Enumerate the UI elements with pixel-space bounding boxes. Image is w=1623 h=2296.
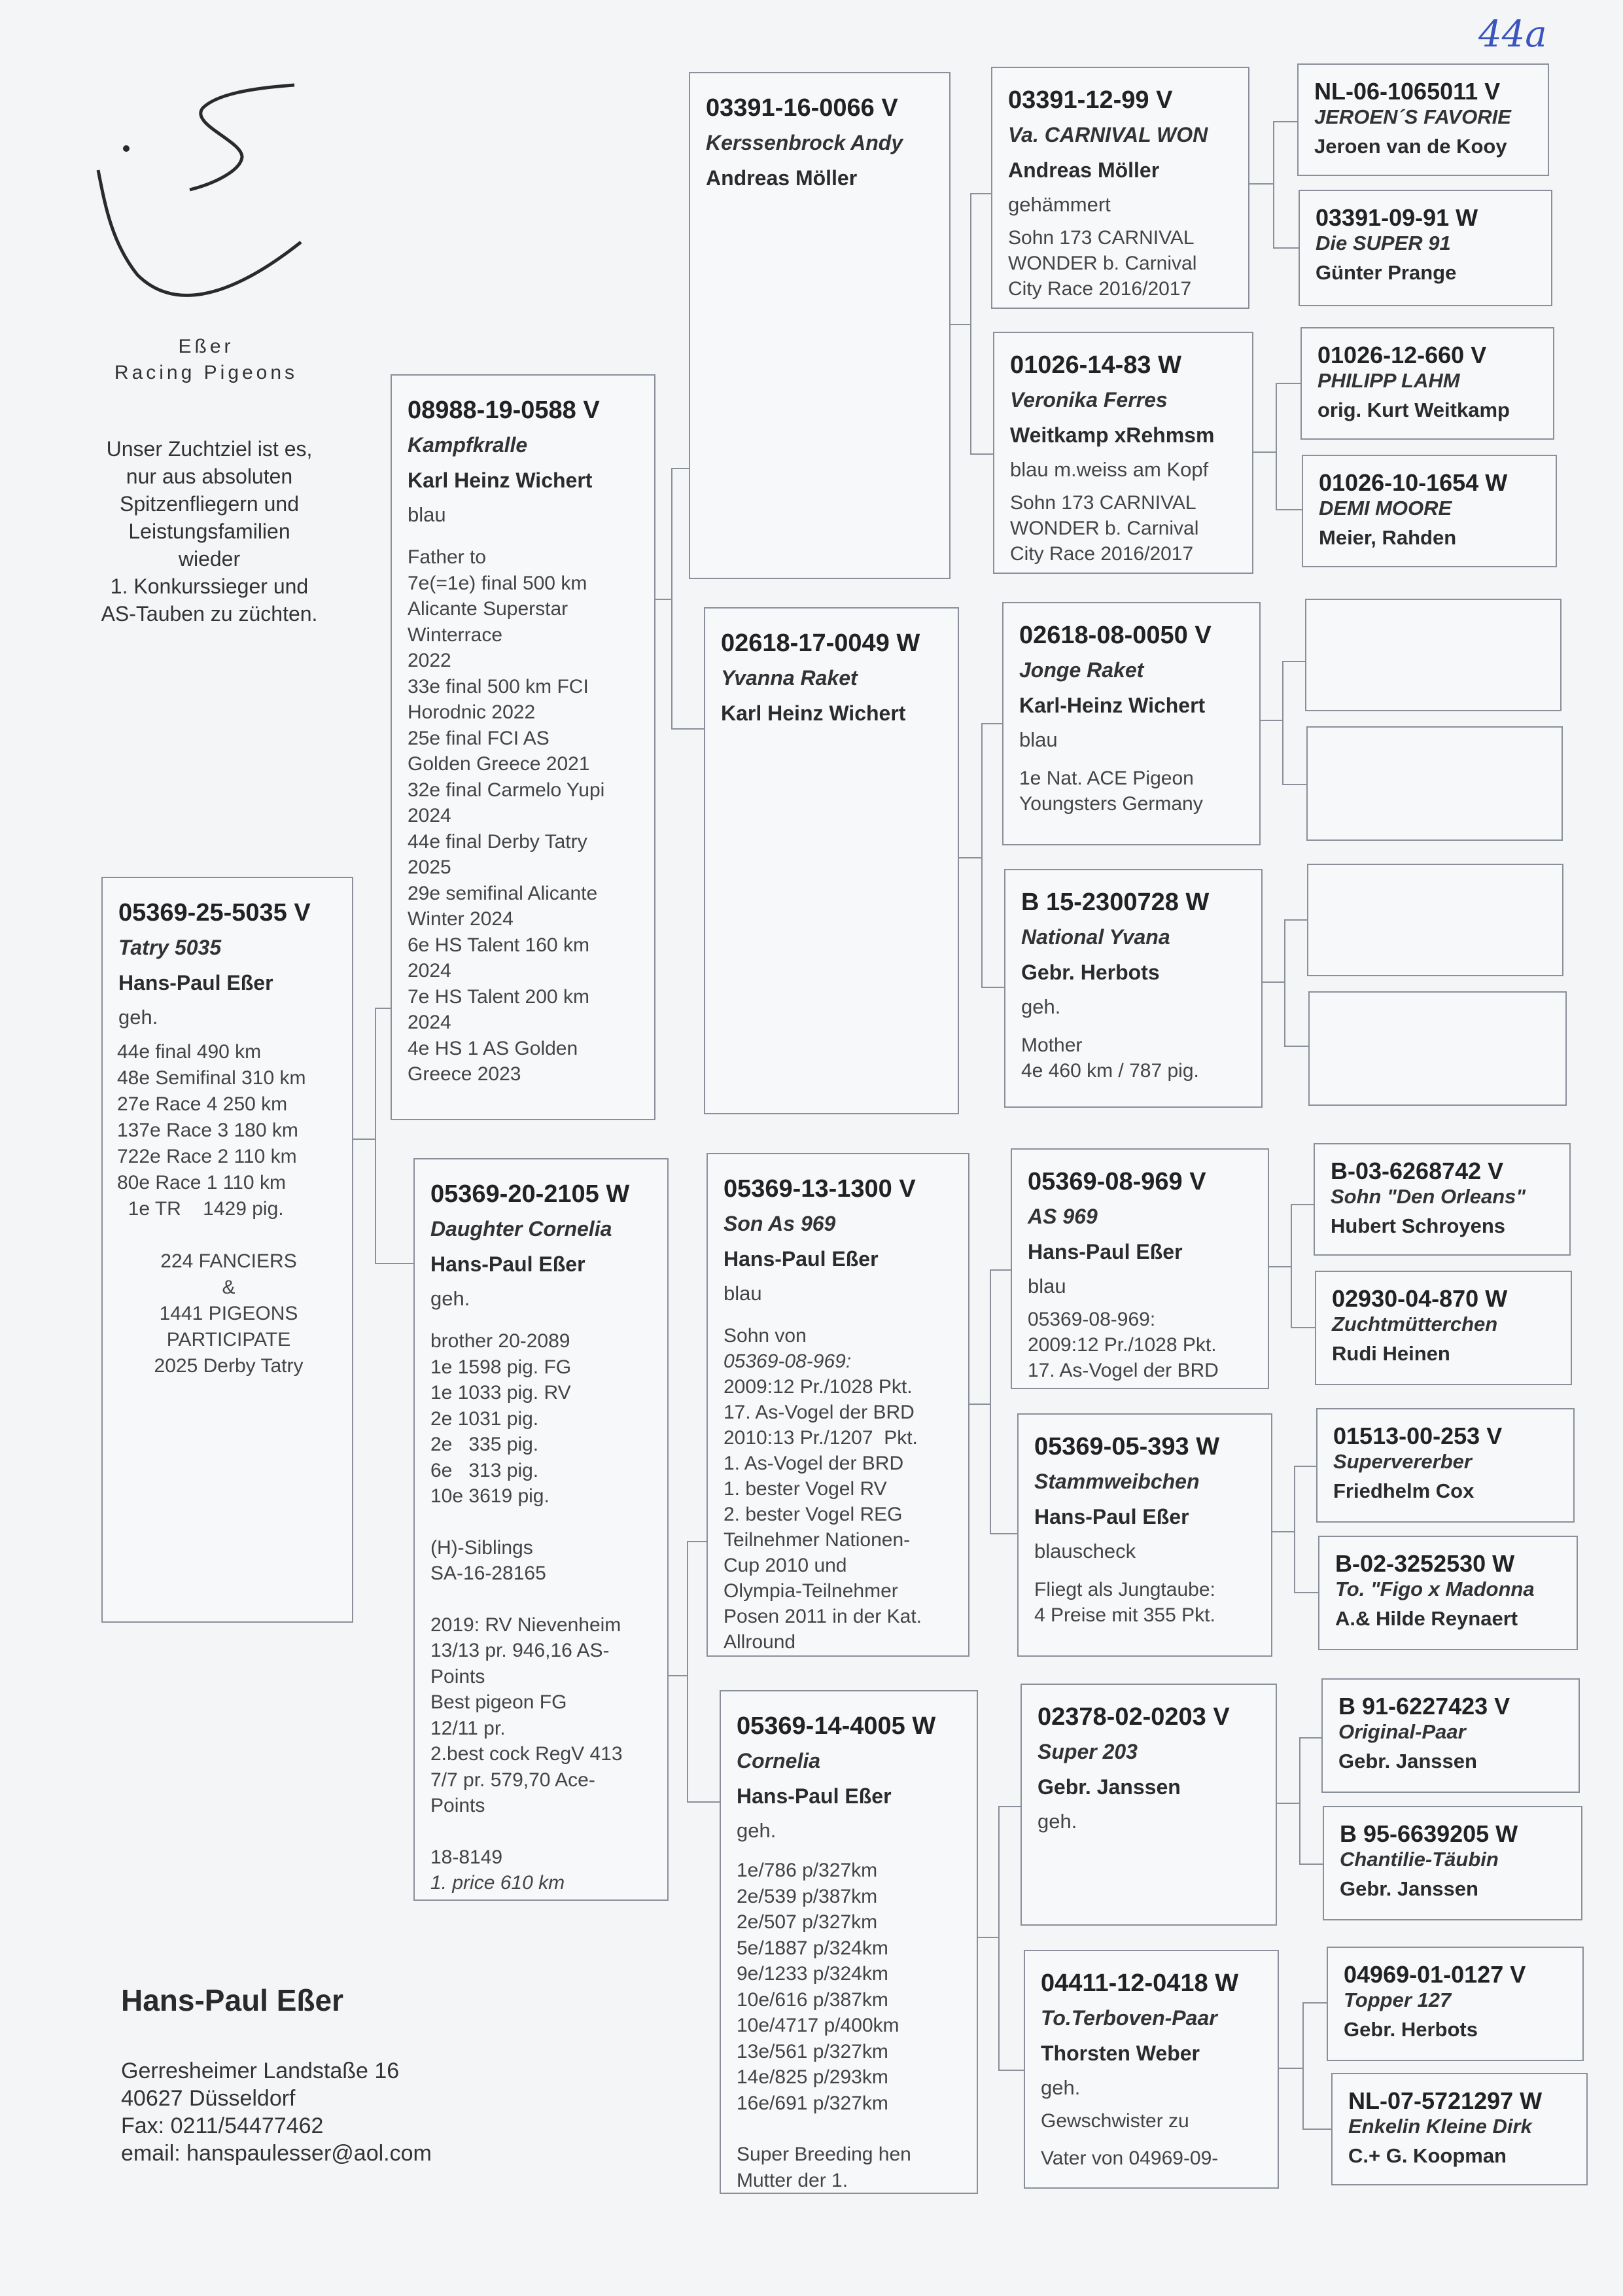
- owner: Gebr. Janssen: [1340, 1877, 1478, 1900]
- pigeon-name: Va. CARNIVAL WON: [1008, 123, 1208, 147]
- color: gehämmert: [1008, 193, 1111, 216]
- pigeon-name: Tatry 5035: [118, 936, 222, 959]
- note: Golden Greece 2021: [408, 753, 590, 775]
- pigeon-name: Yvanna Raket: [721, 666, 858, 690]
- ancestor-card: [1321, 1678, 1580, 1793]
- note: 7/7 pr. 579,70 Ace-: [430, 1769, 595, 1791]
- ring-number: 01026-10-1654 W: [1319, 469, 1508, 496]
- owner: Hubert Schroyens: [1331, 1214, 1506, 1237]
- owner: A.& Hilde Reynaert: [1335, 1607, 1518, 1630]
- note: 7e(=1e) final 500 km: [408, 572, 587, 594]
- ancestor-card-empty: [1305, 599, 1562, 711]
- ring-number: 08988-19-0588 V: [408, 397, 600, 424]
- ring-number: 05369-20-2105 W: [430, 1180, 630, 1208]
- note: Sohn 173 CARNIVAL: [1010, 492, 1196, 514]
- note: 12/11 pr.: [430, 1717, 506, 1739]
- results: [1034, 1577, 1258, 1628]
- note: Allround: [724, 1631, 796, 1653]
- goal-line: Spitzenfliegern und: [120, 492, 299, 516]
- ring-number: 05369-14-4005 W: [737, 1712, 936, 1740]
- owner: Karl-Heinz Wichert: [1019, 694, 1206, 717]
- brand-name: [79, 334, 334, 386]
- owner: Friedhelm Cox: [1333, 1479, 1475, 1502]
- ancestor-card: [1327, 1947, 1584, 2061]
- color: geh.: [118, 1006, 158, 1029]
- owner: Rudi Heinen: [1332, 1342, 1450, 1365]
- pigeon-name: Kerssenbrock Andy: [706, 131, 903, 154]
- sire-sire-dam-card: [993, 332, 1253, 574]
- ring-number: 05369-25-5035 V: [118, 899, 311, 927]
- results: [1008, 225, 1235, 302]
- color: geh.: [430, 1287, 470, 1310]
- note: WONDER b. Carnival: [1008, 253, 1197, 274]
- pigeon-name: Sohn "Den Orleans": [1331, 1185, 1526, 1208]
- note: 1e TR 1429 pig.: [117, 1198, 284, 1220]
- ring-number: 05369-13-1300 V: [724, 1175, 916, 1203]
- note: 14e/825 p/293km: [737, 2066, 888, 2088]
- owner: Karl Heinz Wichert: [408, 468, 593, 492]
- results: [724, 1323, 955, 1655]
- note: 2e 335 pig.: [430, 1434, 539, 1455]
- ring-number: 03391-09-91 W: [1316, 204, 1478, 231]
- ring-number: B-02-3252530 W: [1335, 1550, 1515, 1577]
- note: Points: [430, 1795, 485, 1816]
- results: [1019, 766, 1246, 817]
- note: 2e/539 p/387km: [737, 1885, 878, 1907]
- note: 33e final 500 km FCI: [408, 675, 589, 698]
- ring-number: NL-07-5721297 W: [1348, 2087, 1543, 2114]
- pigeon-name: National Yvana: [1021, 925, 1170, 949]
- note: City Race 2016/2017: [1008, 278, 1192, 300]
- ring-number: 01026-14-83 W: [1010, 351, 1181, 379]
- ancestor-card-empty: [1307, 864, 1563, 976]
- ring-number: B 91-6227423 V: [1338, 1693, 1510, 1720]
- color: blau m.weiss am Kopf: [1010, 458, 1209, 481]
- note: 13e/561 p/327km: [737, 2040, 888, 2062]
- note: 2009:12 Pr./1028 Pkt.: [724, 1376, 913, 1398]
- note: 2024: [408, 805, 451, 826]
- note: Fliegt als Jungtaube:: [1034, 1579, 1215, 1600]
- note: 13/13 pr. 946,16 AS-: [430, 1640, 610, 1661]
- note: [430, 1510, 654, 1535]
- email-line: email: hanspaulesser@aol.com: [121, 2141, 432, 2166]
- note: Alicante Superstar: [408, 598, 568, 620]
- sire-sire-card: [689, 72, 951, 579]
- note: 4 Preise mit 355 Pkt.: [1034, 1604, 1215, 1626]
- note: 2022: [408, 650, 451, 671]
- results: [1010, 490, 1239, 567]
- note: &: [222, 1277, 236, 1298]
- owner: Thorsten Weber: [1041, 2041, 1200, 2065]
- note: Best pigeon FG: [430, 1691, 567, 1713]
- pigeon-name: Die SUPER 91: [1316, 232, 1451, 255]
- note: Posen 2011 in der Kat.: [724, 1606, 922, 1627]
- pigeon-name: Jonge Raket: [1019, 658, 1144, 682]
- note: 18-8149: [430, 1846, 503, 1868]
- pigeon-name: Original-Paar: [1338, 1720, 1466, 1743]
- note: 1. As-Vogel der BRD: [724, 1453, 904, 1474]
- ring-number: 02618-08-0050 V: [1019, 622, 1212, 649]
- note: 4e 460 km / 787 pig.: [1021, 1060, 1199, 1082]
- note: Gewschwister zu: [1041, 2110, 1189, 2132]
- note: 7e HS Talent 200 km: [408, 985, 589, 1008]
- pigeon-name: Son As 969: [724, 1212, 836, 1235]
- owner: Gebr. Janssen: [1338, 1750, 1477, 1773]
- note: Youngsters Germany: [1019, 793, 1203, 815]
- ancestor-card: [1318, 1536, 1578, 1650]
- note: Cup 2010 und: [724, 1555, 847, 1576]
- sire-dam-sire-card: [1002, 602, 1261, 845]
- dam-sire-card: [707, 1153, 969, 1657]
- note: 17. As-Vogel der BRD: [724, 1402, 915, 1423]
- note: 2024: [408, 960, 451, 981]
- pigeon-name: To.Terboven-Paar: [1041, 2006, 1217, 2030]
- owner: Weitkamp xRehmsm: [1010, 423, 1215, 447]
- note: Mother: [1021, 1034, 1083, 1056]
- note: 2025: [408, 857, 451, 878]
- ring-number: 04969-01-0127 V: [1344, 1961, 1526, 1988]
- ring-number: 03391-16-0066 V: [706, 94, 898, 122]
- note: 05369-08-969:: [724, 1351, 852, 1372]
- note: PARTICIPATE: [166, 1329, 291, 1351]
- pigeon-name: AS 969: [1028, 1205, 1098, 1228]
- pigeon-name: Chantilie-Täubin: [1340, 1848, 1499, 1871]
- color: blau: [1019, 728, 1058, 751]
- note: 1. bester Vogel RV: [724, 1478, 887, 1500]
- dam-sire-dam-card: [1017, 1413, 1272, 1657]
- owner: Gebr. Herbots: [1021, 961, 1160, 984]
- note: 27e Race 4 250 km: [117, 1093, 288, 1115]
- note: Mutter der 1.: [737, 2169, 848, 2191]
- ancestor-card: [1323, 1806, 1582, 1920]
- ancestor-card: [1299, 190, 1552, 306]
- note: brother 20-2089: [430, 1330, 570, 1352]
- note: [1041, 2134, 1265, 2146]
- ancestor-card-empty: [1306, 726, 1563, 841]
- note: 17. As-Vogel der BRD: [1028, 1360, 1219, 1381]
- note: 10e/4717 p/400km: [737, 2015, 899, 2036]
- address-line: 40627 Düsseldorf: [121, 2086, 296, 2111]
- owner: C.+ G. Koopman: [1348, 2144, 1507, 2167]
- note: 05369-08-969:: [1028, 1309, 1156, 1330]
- owner: Hans-Paul Eßer: [1028, 1240, 1183, 1263]
- ancestor-card: [1331, 2073, 1588, 2185]
- owner: Hans-Paul Eßer: [737, 1784, 892, 1808]
- brand-line-1: Eßer: [178, 336, 234, 357]
- goal-line: nur aus absoluten: [126, 465, 293, 488]
- owner: Gebr. Janssen: [1038, 1775, 1181, 1799]
- owner: Andreas Möller: [706, 166, 858, 190]
- ancestor-card: [1315, 1271, 1572, 1385]
- color: blau: [724, 1282, 762, 1305]
- note: 32e final Carmelo Yupi: [408, 779, 605, 801]
- note: 2009:12 Pr./1028 Pkt.: [1028, 1334, 1217, 1356]
- sire-card: [391, 374, 655, 1120]
- dam-dam-card: [720, 1690, 978, 2194]
- note: 10e 3619 pig.: [430, 1485, 550, 1507]
- pigeon-name: PHILIPP LAHM: [1318, 369, 1460, 392]
- breeding-goal: [72, 435, 347, 627]
- ring-number: 05369-08-969 V: [1028, 1168, 1206, 1195]
- note: Points: [430, 1665, 485, 1687]
- subject-card: [101, 877, 353, 1623]
- dam-dam-sire-card: [1021, 1684, 1277, 1926]
- owner: Jeroen van de Kooy: [1314, 135, 1507, 158]
- owner: orig. Kurt Weitkamp: [1318, 398, 1510, 421]
- fax-line: Fax: 0211/54477462: [121, 2113, 324, 2138]
- results: [1041, 2108, 1265, 2171]
- note: 25e final FCI AS: [408, 727, 550, 749]
- results: [1028, 1307, 1255, 1383]
- goal-line: wieder: [178, 547, 241, 571]
- pigeon-name: Kampfkralle: [408, 433, 528, 457]
- note: Greece 2023: [408, 1063, 521, 1085]
- pigeon-name: Veronika Ferres: [1010, 388, 1168, 412]
- owner: Karl Heinz Wichert: [721, 701, 906, 725]
- sire-sire-sire-card: [991, 67, 1249, 309]
- pigeon-name: Zuchtmütterchen: [1332, 1313, 1498, 1335]
- ancestor-card: [1316, 1408, 1575, 1523]
- pigeon-name: Daughter Cornelia: [430, 1217, 612, 1241]
- note: 10e/616 p/387km: [737, 1988, 888, 2011]
- note: 2010:13 Pr./1207 Pkt.: [724, 1427, 918, 1449]
- pigeon-name: To. "Figo x Madonna: [1335, 1578, 1535, 1600]
- ring-number: B 95-6639205 W: [1340, 1820, 1518, 1847]
- ring-number: B-03-6268742 V: [1331, 1157, 1504, 1184]
- note: 2e 1031 pig.: [430, 1407, 539, 1430]
- note: 48e Semifinal 310 km: [117, 1067, 306, 1089]
- ancestor-card: [1314, 1143, 1571, 1256]
- page-number: 44a: [1478, 13, 1547, 56]
- ancestor-card: [1297, 63, 1549, 176]
- breeder-contact: [121, 1983, 432, 2167]
- pigeon-name: JEROEN´S FAVORIE: [1314, 105, 1511, 128]
- results: [408, 544, 641, 1087]
- note: 224 FANCIERS: [160, 1250, 297, 1272]
- note: 5e/1887 p/324km: [737, 1937, 888, 1959]
- note: 2024: [408, 1012, 451, 1033]
- note: 4e HS 1 AS Golden: [408, 1037, 578, 1059]
- note: Father to: [408, 546, 487, 568]
- results: [117, 1039, 339, 1222]
- ancestor-card: [1302, 455, 1557, 567]
- note: 2019: RV Nievenheim: [430, 1614, 621, 1636]
- note: 6e HS Talent 160 km: [408, 934, 589, 956]
- note: SA-16-28165: [430, 1563, 546, 1584]
- note: 1441 PIGEONS: [159, 1303, 298, 1324]
- ring-number: NL-06-1065011 V: [1314, 78, 1501, 105]
- note: 2. bester Vogel REG: [724, 1504, 903, 1525]
- ring-number: 02618-17-0049 W: [721, 629, 920, 657]
- results: [430, 1328, 654, 1896]
- color: geh.: [1038, 1810, 1077, 1833]
- pigeon-name: Enkelin Kleine Dirk: [1348, 2115, 1532, 2138]
- goal-line: AS-Tauben zu züchten.: [101, 602, 318, 626]
- owner: Gebr. Herbots: [1344, 2018, 1478, 2041]
- color: geh.: [1021, 995, 1061, 1018]
- pigeon-name: Supervererber: [1333, 1450, 1472, 1473]
- note: 1. price 610 km: [430, 1872, 565, 1894]
- pigeon-name: Super 203: [1038, 1740, 1138, 1763]
- color: geh.: [1041, 2076, 1081, 2099]
- note: [430, 1587, 654, 1612]
- note: [430, 1819, 654, 1845]
- sire-dam-card: [704, 607, 959, 1114]
- note: Olympia-Teilnehmer: [724, 1580, 898, 1602]
- owner: Hans-Paul Eßer: [1034, 1505, 1189, 1528]
- pigeon-name: Stammweibchen: [1034, 1470, 1200, 1493]
- note: Teilnehmer Nationen-: [724, 1529, 911, 1551]
- owner: Günter Prange: [1316, 261, 1457, 284]
- note: 16e/691 p/327km: [737, 2092, 888, 2114]
- ring-number: 01513-00-253 V: [1333, 1422, 1503, 1449]
- pigeon-name: Topper 127: [1344, 1988, 1452, 2011]
- ring-number: 02378-02-0203 V: [1038, 1703, 1230, 1731]
- owner: Meier, Rahden: [1319, 526, 1457, 549]
- color: geh.: [737, 1819, 777, 1842]
- note: Vater von 04969-09-: [1041, 2147, 1219, 2169]
- dam-dam-dam-card: [1024, 1950, 1279, 2189]
- ring-number: 04411-12-0418 W: [1041, 1969, 1239, 1997]
- color: blauscheck: [1034, 1540, 1136, 1563]
- ring-number: 05369-05-393 W: [1034, 1433, 1220, 1460]
- note: 44e final 490 km: [117, 1041, 262, 1063]
- address-line: Gerresheimer Landstaße 16: [121, 2058, 400, 2083]
- note: Super Breeding hen: [737, 2144, 911, 2165]
- owner: Hans-Paul Eßer: [118, 971, 273, 995]
- note: 1e/786 p/327km: [737, 1860, 878, 1881]
- pigeon-name: DEMI MOORE: [1319, 497, 1452, 520]
- note: 6e 313 pig.: [430, 1459, 539, 1481]
- note: [737, 2116, 964, 2142]
- ring-number: B 15-2300728 W: [1021, 889, 1210, 916]
- note: 1e 1598 pig. FG: [430, 1356, 572, 1378]
- note: 722e Race 2 110 km: [117, 1146, 297, 1167]
- ancestor-card: [1300, 327, 1554, 440]
- goal-line: Leistungsfamilien: [128, 520, 290, 543]
- note: Horodnic 2022: [408, 701, 536, 723]
- note: Sohn von: [724, 1325, 807, 1347]
- sire-dam-dam-card: [1004, 869, 1263, 1108]
- ancestor-card-empty: [1308, 991, 1567, 1106]
- note: City Race 2016/2017: [1010, 543, 1194, 565]
- ring-number: 01026-12-660 V: [1318, 342, 1487, 368]
- note: 2.best cock RegV 413: [430, 1743, 623, 1765]
- dove-logo-icon: [92, 79, 314, 321]
- ring-number: 02930-04-870 W: [1332, 1285, 1508, 1312]
- note: 1e Nat. ACE Pigeon: [1019, 768, 1194, 789]
- note: 80e Race 1 110 km: [117, 1172, 286, 1193]
- results: [737, 1858, 964, 2193]
- note: Winter 2024: [408, 908, 514, 930]
- owner: Hans-Paul Eßer: [430, 1252, 585, 1276]
- note: (H)-Siblings: [430, 1536, 533, 1559]
- ring-number: 03391-12-99 V: [1008, 86, 1173, 114]
- participants: [118, 1248, 339, 1379]
- color: blau: [1028, 1275, 1066, 1298]
- goal-line: 1. Konkurssieger und: [110, 574, 309, 598]
- note: 2e/507 p/327km: [737, 1911, 878, 1933]
- note: 29e semifinal Alicante: [408, 882, 598, 904]
- color: blau: [408, 503, 446, 526]
- note: 9e/1233 p/324km: [737, 1963, 888, 1985]
- pigeon-name: Cornelia: [737, 1749, 821, 1773]
- note: 44e final Derby Tatry: [408, 830, 587, 853]
- goal-line: Unser Zuchtziel ist es,: [106, 437, 313, 461]
- note: Winterrace: [408, 624, 503, 646]
- owner: Andreas Möller: [1008, 158, 1160, 182]
- results: [1021, 1033, 1248, 1084]
- brand-line-2: Racing Pigeons: [114, 362, 298, 383]
- dam-sire-sire-card: [1011, 1148, 1269, 1389]
- owner: Hans-Paul Eßer: [724, 1247, 879, 1271]
- note: WONDER b. Carnival: [1010, 518, 1199, 539]
- note: Sohn 173 CARNIVAL: [1008, 227, 1195, 249]
- dam-card: [413, 1158, 669, 1901]
- note: 2025 Derby Tatry: [154, 1355, 304, 1377]
- breeder-name: Hans-Paul Eßer: [121, 1983, 343, 2017]
- note: 137e Race 3 180 km: [117, 1120, 298, 1141]
- note: 1e 1033 pig. RV: [430, 1382, 571, 1404]
